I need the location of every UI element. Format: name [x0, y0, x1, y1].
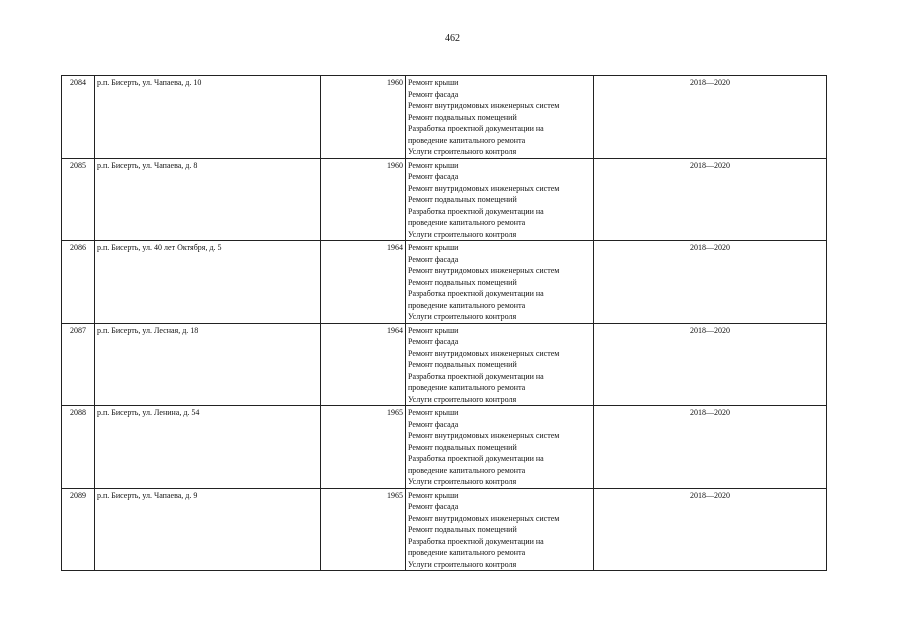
work-item: проведение капитального ремонта [408, 383, 526, 392]
year-cell: 1960 [321, 76, 406, 159]
work-item: Ремонт внутридомовых инженерных систем [408, 266, 560, 275]
address-cell: р.п. Бисерть, ул. Чапаева, д. 10 [95, 76, 321, 159]
repair-program-table [61, 75, 827, 571]
address-cell: р.п. Бисерть, ул. 40 лет Октября, д. 5 [95, 241, 321, 324]
work-item: Ремонт крыши [408, 78, 459, 87]
period-cell: 2018—2020 [594, 76, 827, 159]
row-number: 2085 [62, 158, 95, 241]
work-item: Ремонт подвальных помещений [408, 525, 517, 534]
page-number: 462 [445, 33, 460, 44]
work-item: проведение капитального ремонта [408, 135, 526, 145]
work-item: Ремонт крыши [408, 160, 459, 170]
table-row [62, 323, 827, 406]
work-item: Услуги строительного контроля [408, 559, 517, 569]
works-cell [406, 241, 594, 324]
work-item: Разработка проектной документации на [408, 289, 544, 298]
work-item: проведение капитального ремонта [408, 548, 526, 557]
period-cell: 2018—2020 [594, 323, 827, 406]
work-item: Разработка проектной документации на [408, 124, 544, 133]
work-item: Услуги строительного контроля [408, 147, 517, 156]
table-body [62, 76, 827, 571]
work-item: Ремонт фасада [408, 89, 459, 99]
work-item: проведение капитального ремонта [408, 465, 526, 475]
work-item: Услуги строительного контроля [408, 312, 517, 321]
address-cell: р.п. Бисерть, ул. Чапаева, д. 8 [95, 158, 321, 241]
work-item: Услуги строительного контроля [408, 394, 517, 404]
work-item: проведение капитального ремонта [408, 300, 526, 310]
row-number: 2087 [62, 323, 95, 406]
address-cell: р.п. Бисерть, ул. Ленина, д. 54 [95, 406, 321, 489]
works-cell [406, 323, 594, 406]
row-number: 2089 [62, 488, 95, 571]
row-number: 2088 [62, 406, 95, 489]
work-item: Ремонт подвальных помещений [408, 195, 517, 204]
works-cell [406, 158, 594, 241]
work-item: проведение капитального ремонта [408, 218, 526, 227]
work-item: Ремонт внутридомовых инженерных систем [408, 101, 560, 110]
year-cell: 1964 [321, 241, 406, 324]
year-cell: 1965 [321, 488, 406, 571]
work-item: Ремонт внутридомовых инженерных систем [408, 431, 560, 440]
work-item: Ремонт фасада [408, 254, 459, 264]
work-item: Разработка проектной документации на [408, 371, 544, 381]
table-row [62, 406, 827, 489]
work-item: Ремонт подвальных помещений [408, 112, 517, 122]
period-cell: 2018—2020 [594, 488, 827, 571]
year-cell: 1960 [321, 158, 406, 241]
period-cell: 2018—2020 [594, 406, 827, 489]
work-item: Ремонт фасада [408, 502, 459, 511]
work-item: Услуги строительного контроля [408, 229, 517, 239]
row-number: 2084 [62, 76, 95, 159]
table-row [62, 158, 827, 241]
year-cell: 1965 [321, 406, 406, 489]
table-row [62, 76, 827, 159]
work-item: Разработка проектной документации на [408, 454, 544, 463]
work-item: Ремонт крыши [408, 243, 459, 252]
works-cell [406, 406, 594, 489]
work-item: Ремонт фасада [408, 172, 459, 181]
table-row [62, 241, 827, 324]
work-item: Ремонт подвальных помещений [408, 277, 517, 287]
works-cell [406, 76, 594, 159]
work-item: Ремонт фасада [408, 337, 459, 346]
table-row [62, 488, 827, 571]
row-number: 2086 [62, 241, 95, 324]
work-item: Ремонт крыши [408, 325, 459, 335]
work-item: Ремонт подвальных помещений [408, 360, 517, 369]
address-cell: р.п. Бисерть, ул. Чапаева, д. 9 [95, 488, 321, 571]
work-item: Ремонт внутридомовых инженерных систем [408, 513, 560, 523]
work-item: Ремонт внутридомовых инженерных систем [408, 183, 560, 193]
work-item: Ремонт крыши [408, 408, 459, 417]
work-item: Разработка проектной документации на [408, 206, 544, 216]
year-cell: 1964 [321, 323, 406, 406]
work-item: Разработка проектной документации на [408, 536, 544, 546]
work-item: Ремонт подвальных помещений [408, 442, 517, 452]
address-cell: р.п. Бисерть, ул. Лесная, д. 18 [95, 323, 321, 406]
period-cell: 2018—2020 [594, 158, 827, 241]
period-cell: 2018—2020 [594, 241, 827, 324]
work-item: Ремонт крыши [408, 490, 459, 500]
work-item: Ремонт фасада [408, 419, 459, 429]
works-cell [406, 488, 594, 571]
work-item: Услуги строительного контроля [408, 477, 517, 486]
work-item: Ремонт внутридомовых инженерных систем [408, 348, 560, 358]
